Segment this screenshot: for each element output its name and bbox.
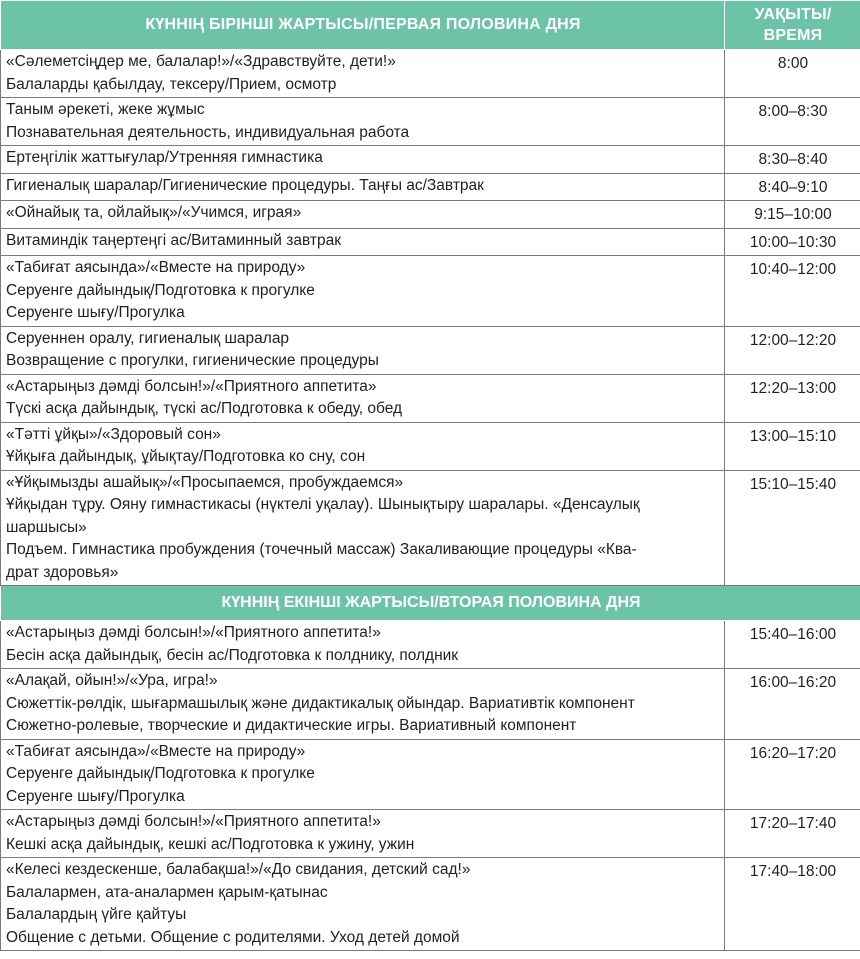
activity-cell — [1, 374, 725, 422]
activity-line: Серуенге дайындық/Подготовка к прогулке — [6, 765, 315, 782]
activity-line: «Алақай, ойын!»/«Ура, игра!» — [6, 672, 218, 689]
activity-cell — [1, 256, 725, 327]
time-cell: 10:00–10:30 — [725, 228, 860, 256]
activity-line: Сюжеттік-рөлдік, шығармашылық және дидактикалық ойындар. Вариативтік компонент — [6, 694, 635, 712]
schedule-row — [1, 50, 860, 98]
activity-line: «Табиғат аясында»/«Вместе на природу» — [6, 259, 306, 276]
activity-cell — [1, 739, 725, 810]
time-cell: 9:15–10:00 — [725, 201, 860, 229]
activity-line: Серуенге шығу/Прогулка — [6, 304, 185, 321]
schedule-row — [1, 228, 860, 256]
first-half-rows — [1, 50, 860, 586]
time-cell: 17:40–18:00 — [725, 858, 860, 951]
activity-line: Бесін асқа дайындық, бесін ас/Подготовка к полднику, полдник — [6, 646, 459, 664]
time-heading-russian: ВРЕМЯ — [763, 27, 823, 44]
activity-line: «Астарыңыз дәмді болсын!»/«Приятного аппетита!» — [6, 624, 381, 641]
activity-cell — [1, 326, 725, 374]
time-cell: 16:00–16:20 — [725, 669, 860, 740]
schedule-row — [1, 173, 860, 201]
time-cell: 12:20–13:00 — [725, 374, 860, 422]
schedule-row — [1, 739, 860, 810]
activity-line: Кешкі асқа дайындық, кешкі ас/Подготовка к ужину, ужин — [6, 835, 415, 853]
activity-line: «Ұйқымызды ашайық»/«Просыпаемся, пробуждаемся» — [6, 473, 404, 491]
second-half-heading: КҮННІҢ ЕКІНШІ ЖАРТЫСЫ/ВТОРАЯ ПОЛОВИНА ДНЯ — [1, 586, 860, 621]
schedule-row — [1, 256, 860, 327]
activity-cell — [1, 98, 725, 146]
activity-cell — [1, 146, 725, 174]
schedule-row — [1, 470, 860, 586]
activity-cell — [1, 810, 725, 858]
activity-line: Познавательная деятельность, индивидуальная работа — [6, 123, 410, 141]
time-cell: 8:00–8:30 — [725, 98, 860, 146]
second-half-heading-row — [1, 586, 860, 621]
activity-cell — [1, 173, 725, 201]
activity-line: Ертеңгілік жаттығулар/Утренняя гимнастика — [6, 149, 323, 166]
activity-line: Таным әрекеті, жеке жұмыс — [6, 101, 205, 118]
second-half-rows — [1, 621, 860, 951]
activity-line: «Келесі кездескенше, балабақша!»/«До свидания, детский сад!» — [6, 861, 471, 878]
activity-line: Ұйқыға дайындық, ұйықтау/Подготовка ко сну, сон — [6, 448, 366, 465]
activity-line: Серуенге дайындық/Подготовка к прогулке — [6, 281, 315, 299]
activity-line: Балалардың үйге қайтуы — [6, 906, 187, 923]
time-cell: 17:20–17:40 — [725, 810, 860, 858]
schedule-row — [1, 201, 860, 229]
time-cell: 8:40–9:10 — [725, 173, 860, 201]
activity-line: Подъем. Гимнастика пробуждения (точечный массаж) Закаливающие процедуры «Ква- — [6, 541, 637, 558]
time-cell: 15:40–16:00 — [725, 621, 860, 669]
activity-cell — [1, 669, 725, 740]
activity-line: Балаларды қабылдау, тексеру/Прием, осмотр — [6, 75, 337, 93]
activity-line: Серуенге шығу/Прогулка — [6, 787, 185, 805]
activity-line: Гигиеналық шаралар/Гигиенические процедуры. Таңғы ас/Завтрак — [6, 176, 484, 194]
activity-line: «Астарыңыз дәмді болсын!»/«Приятного аппетита!» — [6, 813, 381, 830]
schedule-row — [1, 669, 860, 740]
header-row — [1, 1, 860, 50]
activity-cell — [1, 470, 725, 586]
activity-line: Сюжетно-ролевые, творческие и дидактические игры. Вариативный компонент — [6, 717, 577, 734]
activity-line: Ұйқыдан тұру. Ояну гимнастикасы (нүктелі уқалау). Шынықтыру шаралары. «Денсаулық — [6, 496, 640, 513]
schedule-row — [1, 146, 860, 174]
activity-cell — [1, 50, 725, 98]
activity-line: шаршысы» — [6, 518, 87, 536]
time-cell: 8:30–8:40 — [725, 146, 860, 174]
activity-cell — [1, 201, 725, 229]
time-heading-kazakh: УАҚЫТЫ/ — [754, 6, 832, 23]
activity-line: Витаминдік таңертеңгі ас/Витаминный завтрак — [6, 231, 342, 249]
time-cell: 16:20–17:20 — [725, 739, 860, 810]
activity-line: «Астарыңыз дәмді болсын!»/«Приятного аппетита» — [6, 377, 377, 395]
activity-line: Түскі асқа дайындық, түскі ас/Подготовка к обеду, обед — [6, 400, 403, 417]
activity-line: «Тәтті ұйқы»/«Здоровый сон» — [6, 425, 221, 443]
activity-cell — [1, 621, 725, 669]
activity-cell — [1, 858, 725, 951]
schedule-row — [1, 810, 860, 858]
schedule-row — [1, 858, 860, 951]
activity-line: «Табиғат аясында»/«Вместе на природу» — [6, 742, 306, 760]
activity-line: драт здоровья» — [6, 563, 119, 581]
schedule-row — [1, 374, 860, 422]
activity-cell — [1, 228, 725, 256]
time-cell: 8:00 — [725, 50, 860, 98]
activity-line: Серуеннен оралу, гигиеналық шаралар — [6, 329, 290, 347]
time-cell: 13:00–15:10 — [725, 422, 860, 470]
activity-line: Общение с детьми. Общение с родителями. Уход детей домой — [6, 928, 460, 946]
schedule-row — [1, 98, 860, 146]
first-half-heading: КҮННІҢ БІРІНШІ ЖАРТЫСЫ/ПЕРВАЯ ПОЛОВИНА ДНЯ — [1, 1, 725, 50]
schedule-row — [1, 326, 860, 374]
activity-line: «Сәлеметсіңдер ме, балалар!»/«Здравствуйте, дети!» — [6, 53, 396, 70]
time-cell: 12:00–12:20 — [725, 326, 860, 374]
schedule-row — [1, 621, 860, 669]
activity-line: Балалармен, ата-аналармен қарым-қатынас — [6, 883, 328, 901]
time-cell: 10:40–12:00 — [725, 256, 860, 327]
activity-cell — [1, 422, 725, 470]
activity-line: «Ойнайық та, ойлайық»/«Учимся, играя» — [6, 204, 302, 221]
time-cell: 15:10–15:40 — [725, 470, 860, 586]
time-column-heading — [725, 1, 860, 50]
schedule-row — [1, 422, 860, 470]
activity-line: Возвращение с прогулки, гигиенические процедуры — [6, 352, 379, 369]
